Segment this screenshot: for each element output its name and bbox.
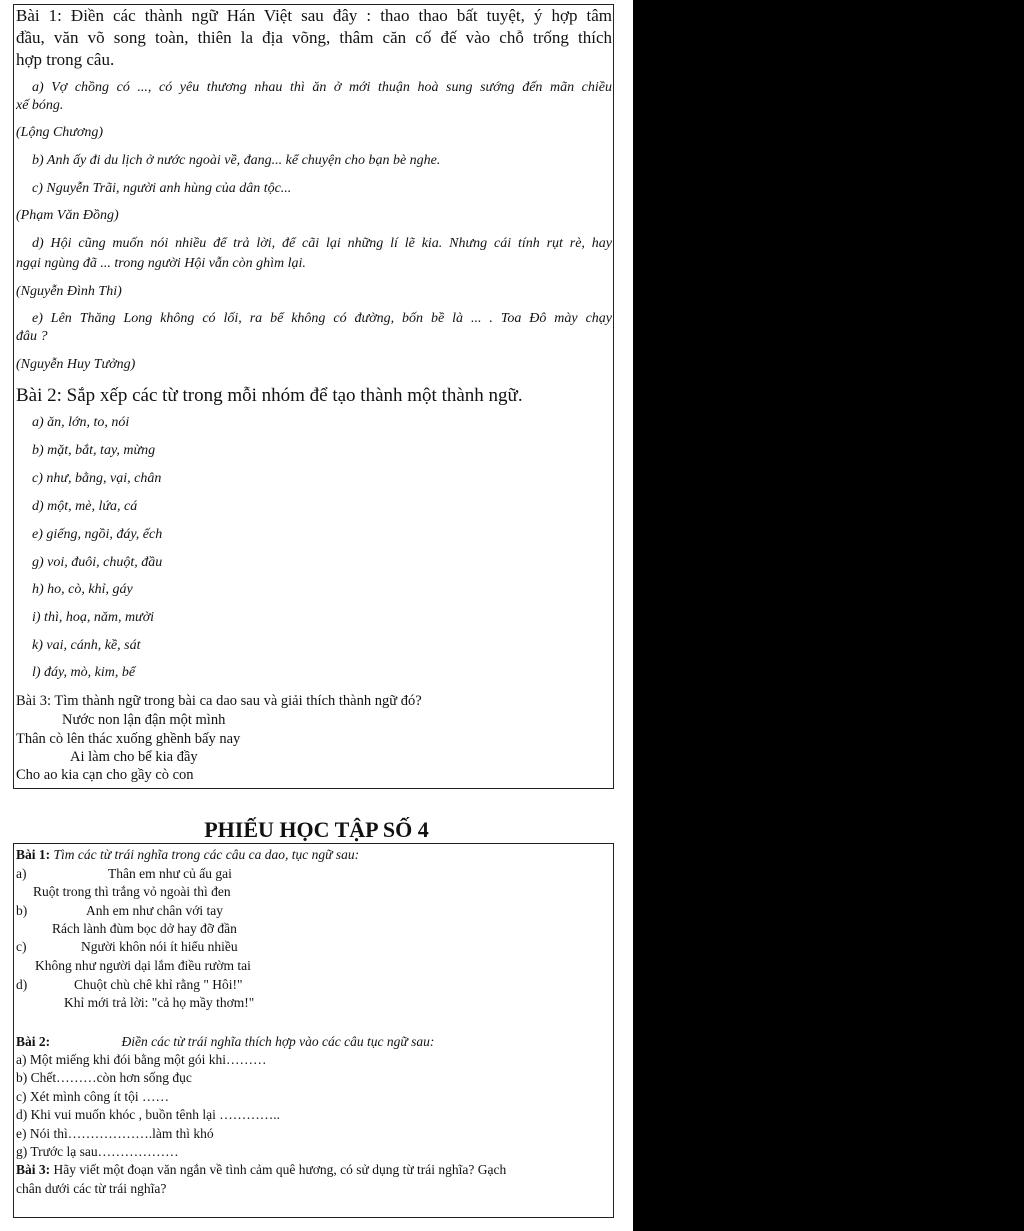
bai2-item-i: i) thì, hoạ, năm, mười (32, 610, 155, 625)
bai2-item-h: h) ho, cò, khỉ, gáy (32, 582, 133, 597)
bai3-poem-line1: Nước non lận đận một mình (62, 712, 226, 728)
sheet4-row-d-line2: Khỉ mới trả lời: "cả họ mầy thơm!" (64, 995, 255, 1010)
bai1-item-e-source: (Nguyễn Huy Tưởng) (16, 357, 136, 372)
sheet4-bai2-text: Điền các từ trái nghĩa thích hợp vào các câu tục ngữ sau: (121, 1034, 435, 1049)
sheet4-row-c-label: c) (16, 939, 27, 954)
bai1-item-e-line2: đâu ? (16, 329, 48, 344)
sheet4-bai1-heading (16, 848, 359, 862)
sheet4-row-d-label: d) (16, 977, 28, 992)
bai1-item-a-line1: a) Vợ chồng có ..., có yêu thương nhau thì ăn ở mới thuận hoà sung sướng đến mãn chiều (32, 80, 612, 95)
bai1-title-line3: hợp trong câu. (16, 50, 115, 69)
bai3-poem-line4: Cho ao kia cạn cho gầy cò con (16, 767, 194, 783)
sheet4-row-b-label: b) (16, 903, 28, 918)
bai1-item-a-line2: xế bóng. (16, 98, 64, 113)
bai1-item-d-source: (Nguyễn Đình Thi) (16, 284, 122, 299)
sheet4-bai2-item-c: c) Xét mình công ít tội …… (16, 1089, 169, 1104)
sheet4-row-c-line1: Người khôn nói ít hiểu nhiều (81, 939, 238, 954)
sheet4-bai2-item-b: b) Chết………còn hơn sống đục (16, 1070, 192, 1085)
bai1-item-d-line2: ngại ngùng đã ... trong người Hội vẫn còn ghìm lại. (16, 256, 306, 271)
bai2-item-d: d) một, mè, lứa, cá (32, 499, 138, 514)
bai1-title-line2: đầu, văn võ song toàn, thiên la địa võng, thâm căn cố đế vào chỗ trống thích (16, 28, 612, 47)
bai2-item-c: c) như, bằng, vại, chân (32, 471, 162, 486)
bai2-item-a: a) ăn, lớn, to, nói (32, 415, 130, 430)
sheet4-row-a-line1: Thân em như củ ấu gai (108, 866, 232, 881)
bai3-poem-line2: Thân cò lên thác xuống ghềnh bấy nay (16, 731, 241, 747)
sheet4-bai3-label: Bài 3: (16, 1162, 51, 1177)
bai1-title-line1: Bài 1: Điền các thành ngữ Hán Việt sau đây : thao thao bất tuyệt, ý hợp tâm (16, 6, 612, 25)
bai2-item-l: l) đáy, mò, kim, bể (32, 665, 136, 680)
sheet4-bai1-label: Bài 1: (16, 847, 51, 862)
bai1-item-c: c) Nguyễn Trãi, người anh hùng của dân tộc... (32, 181, 292, 196)
bai1-item-d-line1: d) Hội cũng muốn nói nhiều để trả lời, để cãi lại những lí lẽ kia. Nhưng cái tính rụt rè, hay (32, 236, 612, 251)
sheet4-row-a-label: a) (16, 866, 27, 881)
bai3-poem-line3: Ai làm cho bể kia đầy (70, 749, 198, 765)
bai2-title: Bài 2: Sắp xếp các từ trong mỗi nhóm để tạo thành một thành ngữ. (16, 385, 523, 406)
sheet4-bai2-item-e: e) Nói thì……………….làm thì khó (16, 1126, 214, 1141)
sheet4-row-b-line2: Rách lành đùm bọc dở hay đỡ đần (52, 921, 237, 936)
sheet4-bai2-label: Bài 2: (16, 1034, 51, 1049)
bai3-title: Bài 3: Tìm thành ngữ trong bài ca dao sau và giải thích thành ngữ đó? (16, 693, 422, 709)
sheet4-bai1-text: Tìm các từ trái nghĩa trong các câu ca dao, tục ngữ sau: (53, 847, 360, 862)
sheet4-row-d-line1: Chuột chù chê khỉ rằng " Hôi!" (74, 977, 243, 992)
sheet4-bai2-item-a: a) Một miếng khi đói bằng một gói khi……… (16, 1052, 267, 1067)
sheet4-row-c-line2: Không như người dại lắm điều rườm tai (35, 958, 251, 973)
sheet4-bai2-heading (16, 1035, 434, 1049)
bai1-item-b: b) Anh ấy đi du lịch ở nước ngoài về, đang... kể chuyện cho bạn bè nghe. (32, 153, 441, 168)
sheet4-bai3-line1 (16, 1163, 506, 1177)
bai2-item-g: g) voi, đuôi, chuột, đầu (32, 555, 163, 570)
bai1-item-a-source: (Lộng Chương) (16, 125, 104, 140)
sheet4-title: PHIẾU HỌC TẬP SỐ 4 (204, 817, 429, 842)
sheet4-row-a-line2: Ruột trong thì trắng vỏ ngoài thì đen (33, 884, 231, 899)
sheet4-bai3-line2: chân dưới các từ trái nghĩa? (16, 1181, 167, 1196)
bai1-item-c-source: (Phạm Văn Đồng) (16, 208, 119, 223)
bai2-item-e: e) giếng, ngồi, đáy, ếch (32, 527, 163, 542)
sheet4-bai2-item-g: g) Trước lạ sau……………… (16, 1144, 179, 1159)
bai2-item-b: b) mặt, bắt, tay, mừng (32, 443, 156, 458)
sheet4-row-b-line1: Anh em như chân với tay (86, 903, 224, 918)
sheet4-bai2-item-d: d) Khi vui muốn khóc , buồn tênh lại ………….. (16, 1107, 280, 1122)
sheet4-bai3-text: Hãy viết một đoạn văn ngắn về tình cảm quê hương, có sử dụng từ trái nghĩa? Gạch (53, 1162, 507, 1177)
bai1-item-e-line1: e) Lên Thăng Long không có lối, ra bể không có đường, bốn bề là ... . Toa Đô mày chạy (32, 311, 612, 326)
bai2-item-k: k) vai, cánh, kề, sát (32, 638, 141, 653)
